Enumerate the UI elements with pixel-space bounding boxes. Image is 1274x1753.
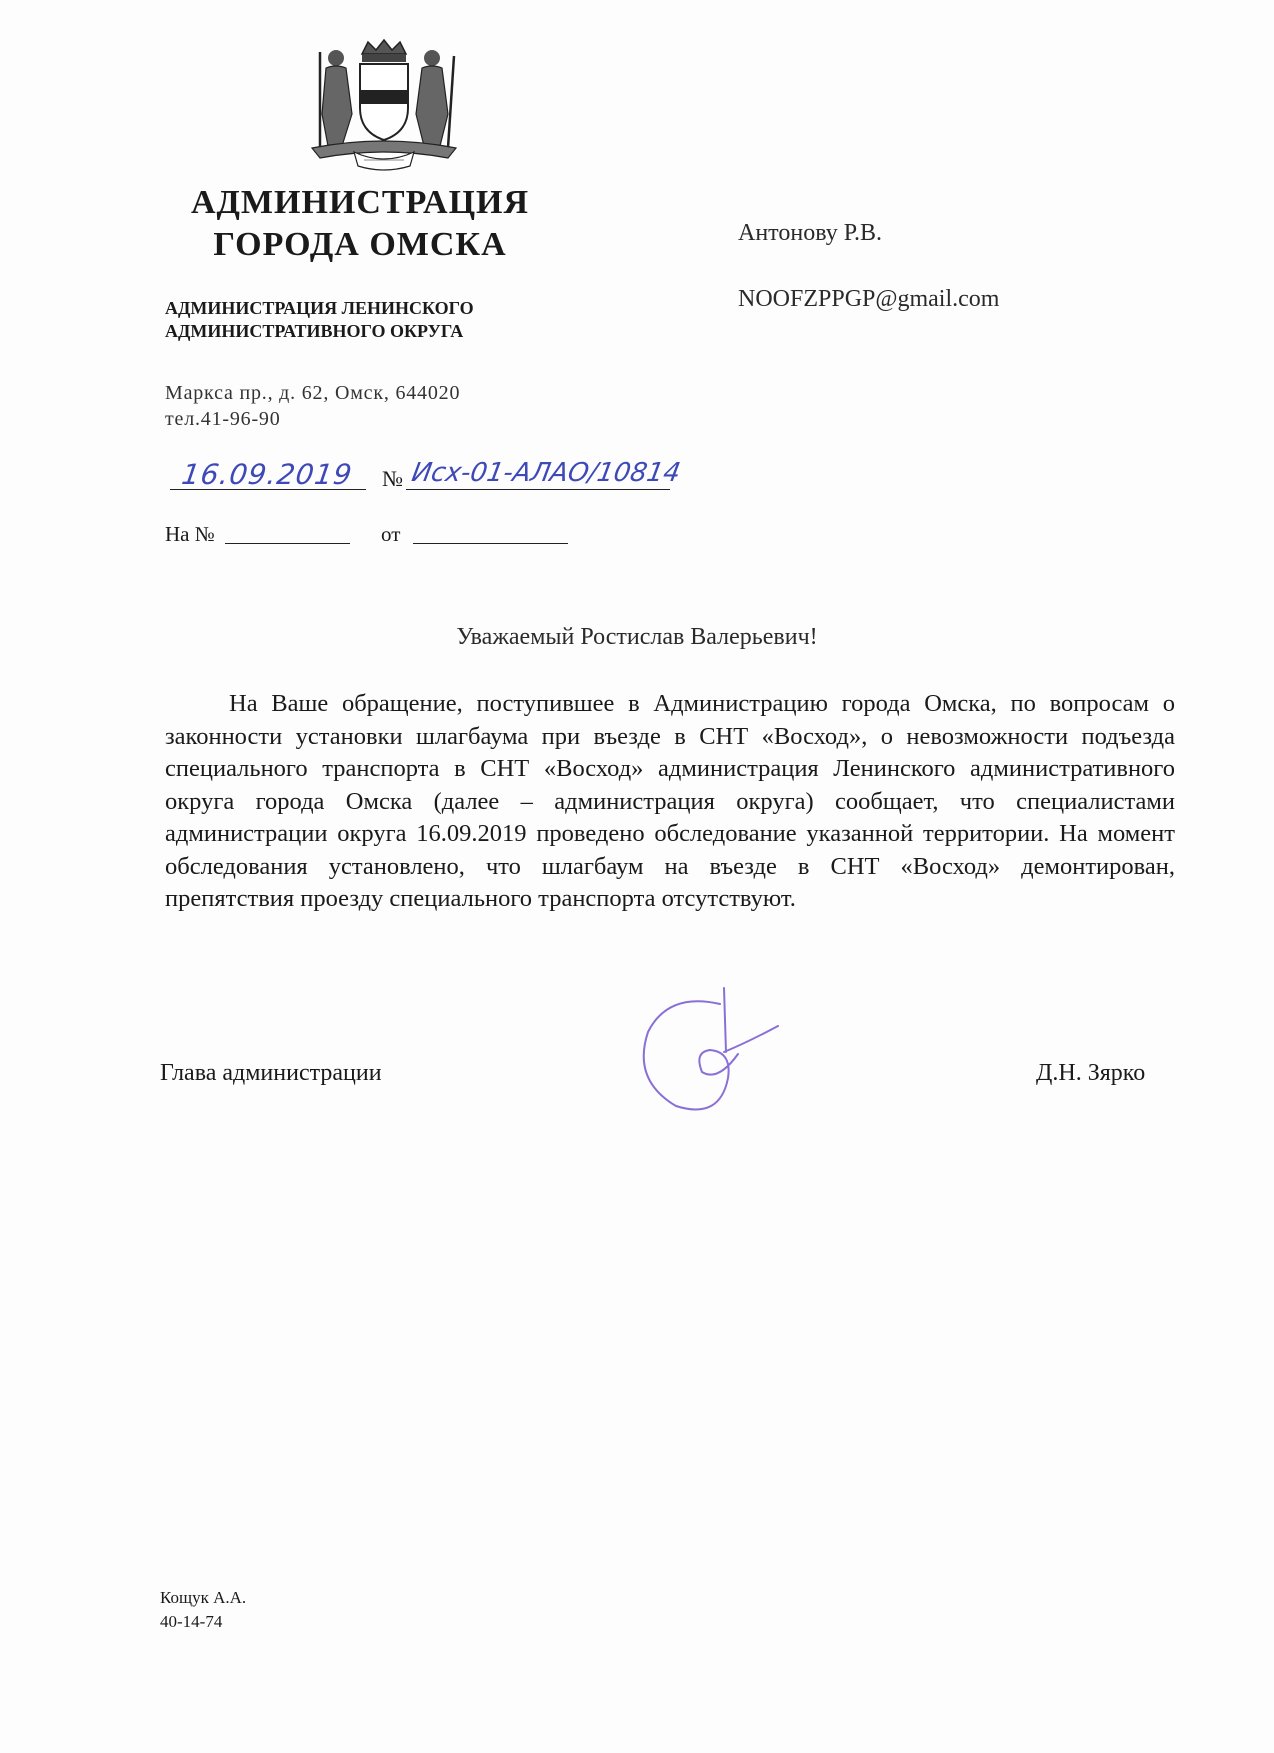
body-paragraph: На Ваше обращение, поступившее в Администрацию города Омска, по вопросам о законности установки шлагбаума при въезде в СНТ «Восход», о невозможности подъезда специального транспорта в СНТ «Восход» администрация Ленинского административного округа города Омска (далее – администрация округа) сообщает, что специалистами администрации округа 16.09.2019 проведено обследование указанной территории. На момент обследования установлено, что шлагбаум на въезде в СНТ «Восход» демонтирован, препятствия проезду специального транспорта отсутствуют. bbox=[165, 690, 1175, 912]
ref-number-label: На № bbox=[165, 522, 215, 546]
registration-date: 16.09.2019 bbox=[179, 458, 355, 491]
executor-footer bbox=[160, 1586, 246, 1634]
number-sign: № bbox=[382, 466, 403, 491]
registration-row bbox=[160, 458, 700, 498]
reference-row bbox=[165, 522, 585, 552]
executor-name: Кощук А.А. bbox=[160, 1588, 247, 1607]
organization-subtitle-line1: АДМИНИСТРАЦИЯ ЛЕНИНСКОГО bbox=[165, 298, 474, 318]
signer-name: Д.Н. Зярко bbox=[1036, 1060, 1146, 1086]
executor-phone: 40-14-74 bbox=[160, 1612, 223, 1631]
date-underline bbox=[170, 489, 366, 490]
address-line: Маркса пр., д. 62, Омск, 644020 bbox=[165, 382, 461, 404]
number-underline bbox=[406, 489, 670, 490]
ref-date-underline bbox=[413, 543, 568, 544]
handwritten-signature bbox=[628, 982, 808, 1132]
organization-address bbox=[165, 380, 585, 432]
organization-subtitle-line2: АДМИНИСТРАТИВНОГО ОКРУГА bbox=[165, 321, 464, 341]
recipient-name: Антонову Р.В. bbox=[738, 220, 883, 246]
organization-subtitle bbox=[165, 297, 585, 343]
phone-line: тел.41-96-90 bbox=[165, 408, 281, 430]
ref-number-underline bbox=[225, 543, 350, 544]
coat-of-arms-emblem bbox=[298, 36, 470, 172]
recipient-email: NOOFZPPGP@gmail.com bbox=[738, 286, 1000, 312]
ref-date-label: от bbox=[381, 522, 401, 546]
organization-title-line2: ГОРОДА ОМСКА bbox=[213, 226, 507, 263]
letter-body bbox=[165, 688, 1175, 916]
registration-number: Исх-01-АЛАО/10814 bbox=[409, 458, 683, 488]
organization-title-line1: АДМИНИСТРАЦИЯ bbox=[190, 184, 530, 221]
signer-title: Глава администрации bbox=[160, 1060, 382, 1086]
greeting: Уважаемый Ростислав Валерьевич! bbox=[456, 624, 818, 650]
organization-title bbox=[150, 182, 570, 266]
